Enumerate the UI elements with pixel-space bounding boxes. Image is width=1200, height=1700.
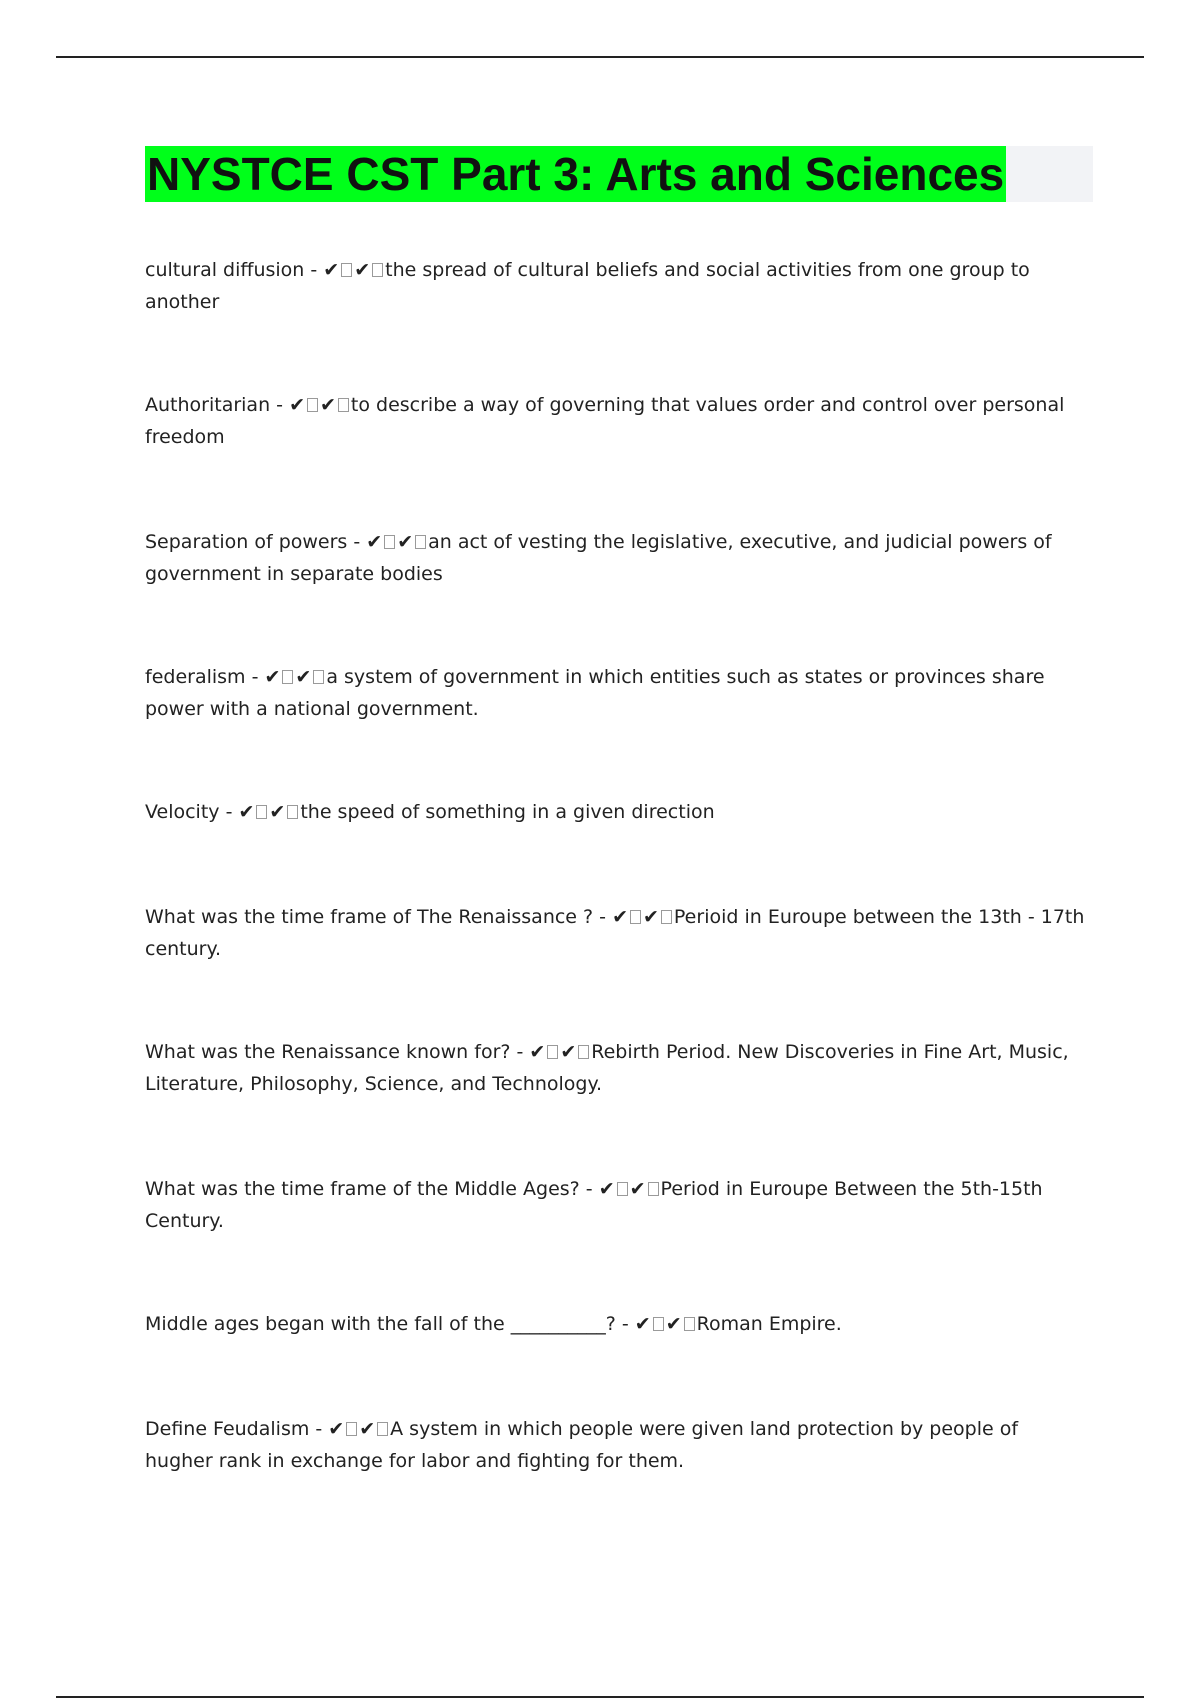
entry-definition: the spread of cultural beliefs and social activities from one group to another — [145, 259, 1030, 313]
check-icon: ✔ — [319, 394, 336, 416]
missing-glyph-icon — [372, 263, 383, 277]
entry-term: What was the Renaissance known for? — [145, 1041, 511, 1063]
entry-term: Middle ages began with the fall of the __________? — [145, 1313, 616, 1335]
check-icon: ✔ — [642, 906, 659, 928]
entry-definition: to describe a way of governing that values order and control over personal freedom — [145, 394, 1065, 448]
check-icon: ✔ — [397, 531, 414, 553]
entry-term: Authoritarian — [145, 394, 271, 416]
missing-glyph-icon — [648, 1182, 659, 1196]
check-icon: ✔ — [359, 1418, 376, 1440]
check-icon: ✔ — [354, 259, 371, 281]
missing-glyph-icon — [630, 910, 641, 924]
missing-glyph-icon — [307, 398, 318, 412]
entry-renaissance-time-frame: What was the time frame of The Renaissance ? - ✔ ✔ Perioid in Euroupe between the 13th - 17th century. — [145, 906, 1085, 960]
check-icon: ✔ — [264, 666, 281, 688]
missing-glyph-icon — [547, 1045, 558, 1059]
entry-term: Velocity — [145, 801, 220, 823]
entry-middle-ages-time-frame: What was the time frame of the Middle Ages? - ✔ ✔ Period in Euroupe Between the 5th-15th Century. — [145, 1178, 1043, 1232]
entry-middle-ages-began: Middle ages began with the fall of the __________? - ✔ ✔ Roman Empire. — [145, 1313, 842, 1335]
entry-term: What was the time frame of The Renaissance ? — [145, 906, 594, 928]
entry-definition: Period in Euroupe Between the 5th-15th Century. — [145, 1178, 1043, 1232]
entry-velocity: Velocity - ✔ ✔ the speed of something in a given direction — [145, 801, 715, 823]
check-icon: ✔ — [665, 1313, 682, 1335]
missing-glyph-icon — [256, 805, 267, 819]
entry-term: What was the time frame of the Middle Ages? — [145, 1178, 580, 1200]
check-icon: ✔ — [238, 801, 255, 823]
document-title: NYSTCE CST Part 3: Arts and Sciences — [147, 148, 1005, 200]
check-icon: ✔ — [560, 1041, 577, 1063]
check-icon: ✔ — [323, 259, 340, 281]
entry-term: Define Feudalism — [145, 1418, 310, 1440]
check-icon: ✔ — [289, 394, 305, 416]
entry-definition: Perioid in Euroupe between the 13th - 17th century. — [145, 906, 1085, 960]
entry-term: cultural diffusion — [145, 259, 305, 281]
missing-glyph-icon — [415, 535, 426, 549]
check-icon: ✔ — [269, 801, 286, 823]
missing-glyph-icon — [617, 1182, 628, 1196]
entry-list — [145, 254, 1085, 1477]
missing-glyph-icon — [346, 1422, 357, 1436]
entry-term: federalism — [145, 666, 246, 688]
missing-glyph-icon — [287, 805, 298, 819]
missing-glyph-icon — [661, 910, 672, 924]
bottom-rule — [56, 1696, 1144, 1698]
check-icon: ✔ — [634, 1313, 651, 1335]
entry-definition: A system in which people were given land protection by people of hugher rank in exchange for labor and fighting for them. — [145, 1418, 1019, 1472]
entry-definition: Roman Empire. — [696, 1313, 842, 1335]
check-icon: ✔ — [328, 1418, 345, 1440]
missing-glyph-icon — [313, 670, 324, 684]
title-bar — [145, 146, 1093, 202]
check-icon: ✔ — [612, 906, 628, 928]
missing-glyph-icon — [653, 1317, 664, 1331]
entry-authoritarian: Authoritarian - ✔ ✔ to describe a way of governing that values order and control over personal freedom — [145, 394, 1065, 448]
check-icon: ✔ — [529, 1041, 546, 1063]
missing-glyph-icon — [578, 1045, 589, 1059]
check-icon: ✔ — [598, 1178, 615, 1200]
missing-glyph-icon — [384, 535, 395, 549]
missing-glyph-icon — [684, 1317, 695, 1331]
entry-separation-of-powers: Separation of powers - ✔ ✔ an act of vesting the legislative, executive, and judicial powers of government in separate bodies — [145, 531, 1052, 585]
entry-federalism: federalism - ✔ ✔ a system of government in which entities such as states or provinces share power with a national government. — [145, 666, 1045, 720]
entry-definition: an act of vesting the legislative, executive, and judicial powers of government in separate bodies — [145, 531, 1052, 585]
check-icon: ✔ — [295, 666, 312, 688]
missing-glyph-icon — [282, 670, 293, 684]
entry-definition: the speed of something in a given direction — [300, 801, 715, 823]
entry-term: Separation of powers — [145, 531, 348, 553]
missing-glyph-icon — [341, 263, 352, 277]
top-rule — [56, 56, 1144, 58]
missing-glyph-icon — [338, 398, 349, 412]
entry-cultural-diffusion: cultural diffusion - ✔ ✔ the spread of cultural beliefs and social activities from one group to another — [145, 259, 1030, 313]
missing-glyph-icon — [377, 1422, 388, 1436]
check-icon: ✔ — [629, 1178, 646, 1200]
entry-define-feudalism: Define Feudalism - ✔ ✔ A system in which people were given land protection by people of hugher rank in exchange for labor and fighting for them. — [145, 1418, 1019, 1472]
entry-renaissance-known-for: What was the Renaissance known for? - ✔ ✔ Rebirth Period. New Discoveries in Fine Art, Music, Literature, Philosophy, Science, and Technology. — [145, 1041, 1069, 1095]
check-icon: ✔ — [366, 531, 383, 553]
entry-definition: Rebirth Period. New Discoveries in Fine Art, Music, Literature, Philosophy, Science, and Technology. — [145, 1041, 1069, 1095]
entry-definition: a system of government in which entities such as states or provinces share power with a national government. — [145, 666, 1045, 720]
